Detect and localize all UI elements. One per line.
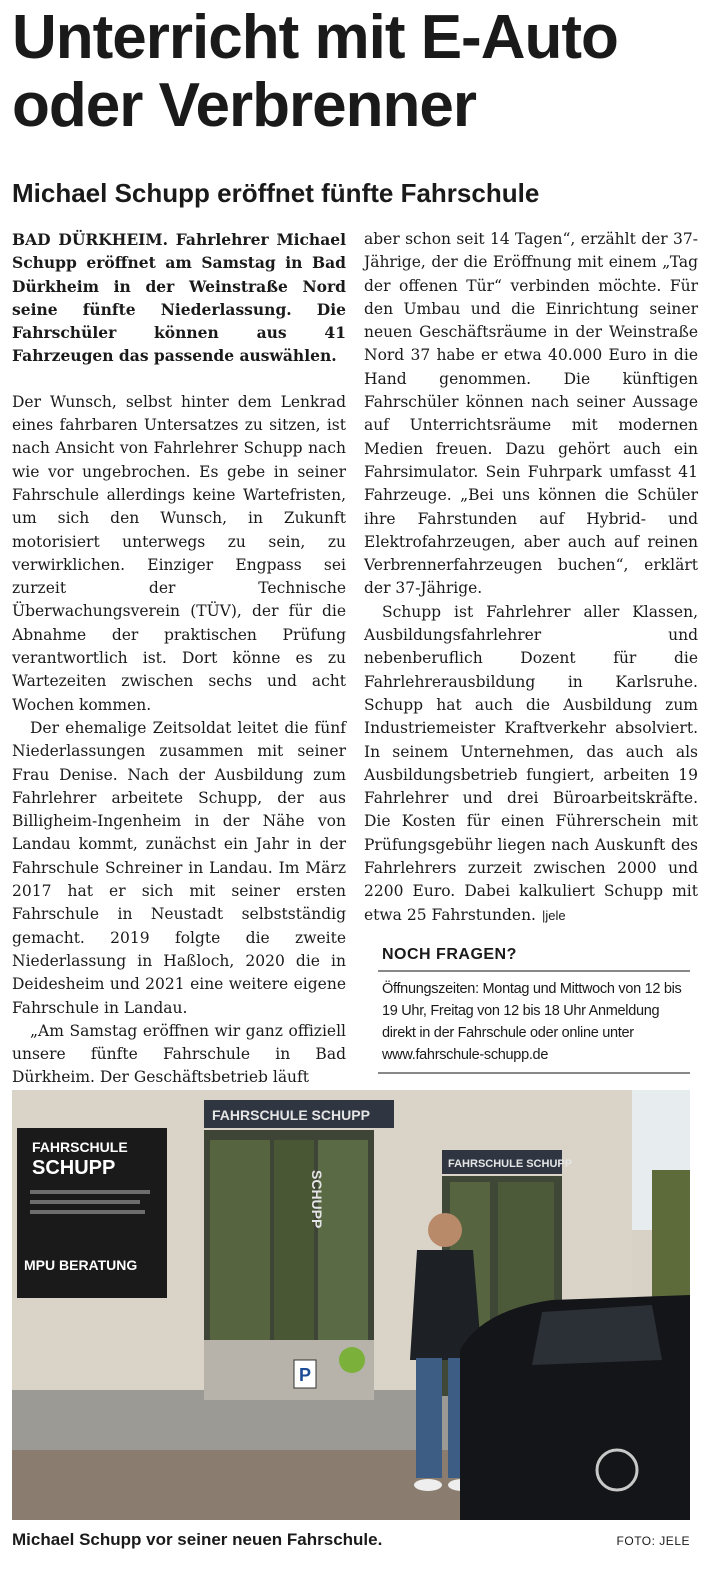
sign-right-text: FAHRSCHULE SCHUPP [448, 1158, 573, 1170]
article-paragraph-text: Schupp ist Fahrlehrer aller Klassen, Ausbildungsfahrlehrer und nebenberuflich Dozent für die Fahrlehrerausbildung in Karlsruhe. Schupp hat auch die Ausbildung zum Industriemeister Kraftverkehr absolviert. In seinem Unternehmen, das auch als Ausbildungsbetrieb fungiert, arbeiten 19 Fahrlehrer und drei Büroarbeitskräfte. Die Kosten für einen Führerschein mit Prüfungsgebühr liegen nach Auskunft des Fahrlehrers zurzeit zwischen 2000 und 2200 Euro. Dabei kalkuliert Schupp mit etwa 25 Fahrstunden. [364, 602, 698, 924]
person-head [428, 1213, 462, 1247]
info-box-text: Öffnungszeiten: Montag und Mittwoch von 12 bis 19 Uhr, Freitag von 12 bis 18 Uhr Anmeldung direkt in der Fahrschule oder online unter www.fahrschule-schupp.de [382, 981, 682, 1063]
article-paragraph: aber schon seit 14 Tagen“, erzählt der 37-Jährige, der die Eröffnung mit einem „Tag der offenen Tür“ verbinden möchte. Für den Umbau und die Einrichtung seiner neuen Geschäftsräume in der Weinstraße Nord 37 habe er etwa 40.000 Euro in die Hand genommen. Die künftigen Fahrschüler können nach seiner Aussage auf Unterrichtsräume mit modernen Medien freuen. Dazu gehört auch ein Fahrsimulator. Sein Fuhrpark umfasst 41 Fahrzeuge. „Bei uns können die Schüler ihre Fahrstunden auf Hybrid- und Elektrofahrzeugen, aber auch auf reinen Verbrennerfahrzeugen buchen“, erklärt der 37-Jährige. [364, 230, 698, 598]
article-lead: BAD DÜRKHEIM. Fahrlehrer Michael Schupp eröffnet am Samstag in Bad Dürkheim in der Weinstraße Nord seine fünfte Niederlassung. Die Fahrschüler können aus 41 Fahrzeugen das passende auswählen. [12, 230, 346, 366]
sign-fascia-text: FAHRSCHULE SCHUPP [212, 1107, 370, 1123]
photo-credit: FOTO: JELE [616, 1534, 690, 1548]
sign-vertical: SCHUPP [309, 1170, 325, 1229]
sign-main-line1: FAHRSCHULE [32, 1139, 128, 1155]
info-box-heading: NOCH FRAGEN? [378, 942, 690, 972]
sign-main-line2: SCHUPP [32, 1157, 116, 1179]
article-paragraph: „Am Samstag eröffnen wir ganz offiziell unsere fünfte Fahrschule in Bad Dürkheim. Der Geschäftsbetrieb läuft [12, 1021, 346, 1087]
article-paragraph: Der ehemalige Zeitsoldat leitet die fünf Niederlassungen zusammen mit seiner Frau Denise. Nach der Ausbildung zum Fahrlehrer arbeitete Schupp, der aus Billigheim-Ingenheim in der Nähe von Landau kommt, zunächst ein Jahr in der Fahrschule Schreiner in Landau. Im März 2017 hat er sich mit seiner ersten Fahrschule in Neustadt selbstständig gemacht. 2019 folgte die zweite Niederlassung in Haßloch, 2020 die in Deidesheim und 2021 eine weitere eigene Fahrschule in Landau. [12, 718, 346, 1017]
article-paragraph [364, 601, 698, 927]
subheadline: Michael Schupp eröffnet fünfte Fahrschule [12, 178, 540, 208]
headline: Unterricht mit E-Auto oder Verbrenner [12, 3, 618, 140]
storefront-photo [12, 1090, 690, 1520]
article-column-right [364, 228, 698, 927]
parking-sign-letter: P [299, 1365, 312, 1385]
info-box [378, 942, 690, 1074]
sign-mpu: MPU BERATUNG [24, 1257, 138, 1273]
article-column-left [12, 228, 346, 1090]
article-paragraph: Der Wunsch, selbst hinter dem Lenkrad eines fahrbaren Untersatzes zu sitzen, ist nach Ansicht von Fahrlehrer Schupp nach wie vor ungebrochen. Es gebe in seiner Fahrschule allerdings keine Wartefristen, um sich den Wunsch, in Zukunft motorisiert unterwegs zu sein, zu verwirklichen. Einziger Engpass sei zurzeit der Technische Überwachungsverein (TÜV), der für die Abnahme der praktischen Prüfung verantwortlich ist. Dort könne es zu Wartezeiten zwischen sechs und acht Wochen kommen. [12, 392, 346, 714]
storefront-illustration [12, 1090, 690, 1520]
author-tag: |jele [541, 907, 566, 923]
photo-caption: Michael Schupp vor seiner neuen Fahrschule. [12, 1530, 383, 1549]
